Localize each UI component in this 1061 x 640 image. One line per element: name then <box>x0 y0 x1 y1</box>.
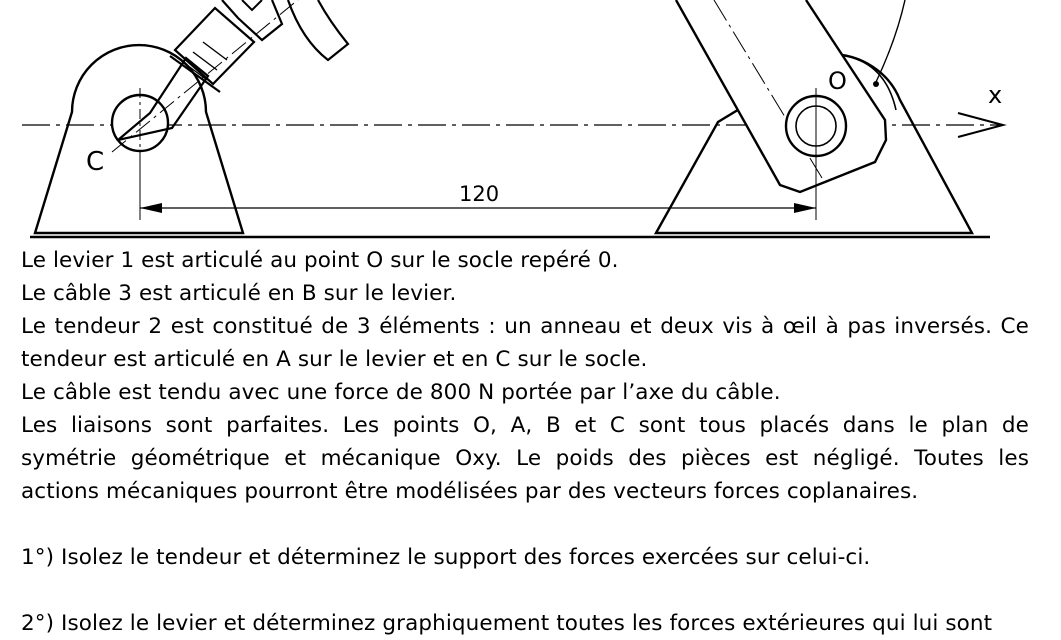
text-line-tendeur-2: tendeur est articulé en A sur le levier et en C sur le socle. <box>21 347 648 372</box>
statement-text <box>21 244 1029 640</box>
label-axis-x: x <box>988 81 1003 109</box>
dimension-arrow-right <box>794 203 816 213</box>
text-line-levier: Le levier 1 est articulé au point O sur le socle repéré 0. <box>21 248 619 273</box>
mechanism-drawing <box>0 0 1061 240</box>
text-line-liaisons-2: symétrie géométrique et mécanique Oxy. Le poids des pièces est négligé. Toutes les <box>21 446 1029 471</box>
dimension-value: 120 <box>459 182 500 206</box>
question-1: 1°) Isolez le tendeur et déterminez le support des forces exercées sur celui-ci. <box>21 545 871 570</box>
text-line-liaisons-1: Les liaisons sont parfaites. Les points O, A, B et C sont tous placés dans le plan de <box>21 413 1029 438</box>
text-line-tendeur-1: Le tendeur 2 est constitué de 3 éléments : un anneau et deux vis à œil à pas inversés. Ce <box>21 314 1029 339</box>
label-point-c: C <box>86 147 105 177</box>
question-2: 2°) Isolez le levier et déterminez graphiquement toutes les forces extérieures qui lui sont <box>21 611 993 636</box>
lever <box>676 0 886 192</box>
text-line-liaisons-3: actions mécaniques pourront être modélisées par des vecteurs forces coplanaires. <box>21 479 919 504</box>
leader-line <box>876 0 905 82</box>
text-line-force: Le câble est tendu avec une force de 800 N portée par l’axe du câble. <box>21 380 781 405</box>
label-point-o: O <box>828 67 847 95</box>
text-line-cable: Le câble 3 est articulé en B sur le levier. <box>21 281 457 306</box>
dimension-arrow-left <box>140 203 162 213</box>
leader-dot <box>873 81 879 87</box>
